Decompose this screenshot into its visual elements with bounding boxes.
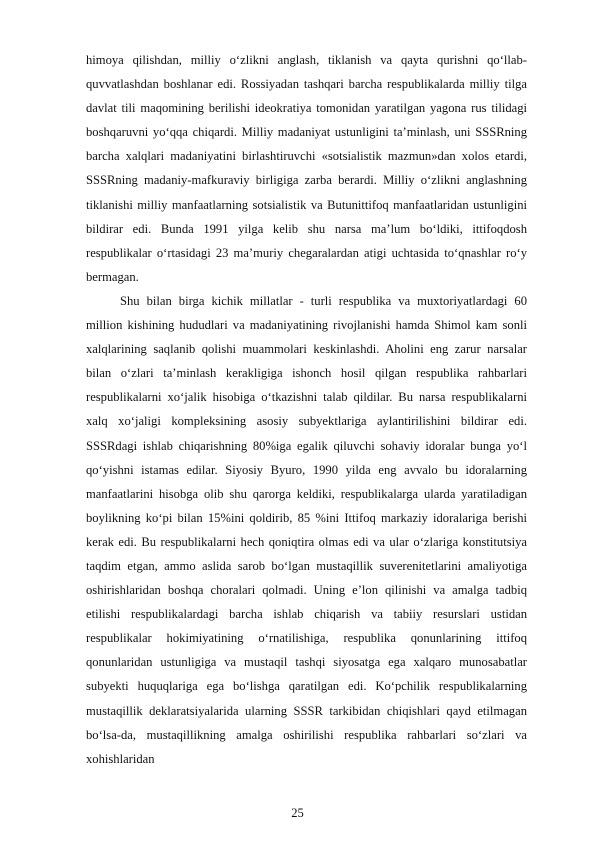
page-number: 25 <box>291 806 304 820</box>
paragraph-1: himoya qilishdan, milliy o‘zlikni anglash, tiklanish va qayta qurishni qo‘llab-quvvatlashdan boshlanar edi. Rossiyadan tashqari barcha respublikalarda milliy tilga davlat tili maqomining berilishi ideokratiya tomonidan yaratilgan yagona rus tilidagi boshqaruvni yo‘qqa chiqardi. Milliy madaniyat ustunligini ta’minlash, uni SSSRning barcha xalqlari madaniyatini birlashtiruvchi «sotsialistik mazmun»dan xolos etardi, SSSRning madaniy-mafkuraviy birligiga zarba berardi. Milliy o‘zlikni anglashning tiklanishi milliy manfaatlarning sotsialistik va Butunittifoq manfaatlaridan ustunligini bildirar edi. Bunda 1991 yilga kelib shu narsa ma’lum bo‘ldiki, ittifoqdosh respublikalar o‘rtasidagi 23 ma’muriy chegaralardan atigi uchtasida to‘qnashlar ro‘y bermagan. <box>86 53 527 284</box>
paragraph-2: Shu bilan birga kichik millatlar - turli respublika va muxtoriyatlardagi 60 million kishining hududlari va madaniyatining rivojlanishi hamda Shimol kam sonli xalqlarining saqlanib qolishi muammolari keskinlashdi. Aholini eng zarur narsalar bilan o‘zlari ta’minlash kerakligiga ishonch hosil qilgan respublika rahbarlari respublikalarni xo‘jalik hisobiga o‘tkazishni talab qildilar. Bu narsa respublikalarni xalq xo‘jaligi kompleksining asosiy subyektlariga aylantirilishini bildirar edi. SSSRdagi ishlab chiqarishning 80%iga egalik qiluvchi sohaviy idoralar bunga yo‘l qo‘yishni istamas edilar. Siyosiy Byuro, 1990 yilda eng avvalo bu idoralarning manfaatlarini hisobga olib shu qarorga keldiki, respublikalarga ularda yaratiladigan boylikning ko‘pi bilan 15%ini qoldirib, 85 %ini Ittifoq markaziy idoralariga berishi kerak edi. Bu respublikalarni hech qoniqtira olmas edi va ular o‘zlariga konstitutsiya taqdim etgan, ammo aslida sarob bo‘lgan mustaqillik suverenitetlarini amaliyotiga oshirishlaridan boshqa choralari qolmadi. Uning e’lon qilinishi va amalga tadbiq etilishi respublikalardagi barcha ishlab chiqarish va tabiiy resurslari ustidan respublikalar hokimiyatining o‘rnatilishiga, respublika qonunlarining ittifoq qonunlaridan ustunligiga va mustaqil tashqi siyosatga ega xalqaro munosabatlar subyekti huquqlariga ega bo‘lishga qaratilgan edi. Ko‘pchilik respublikalarning mustaqillik deklaratsiyalarida ularning SSSR tarkibidan chiqishlari qayd etilmagan bo‘lsa-da, mustaqillikning amalga oshirilishi respublika rahbarlari so‘zlari va xohishlaridan <box>86 293 527 766</box>
body-text <box>86 48 527 771</box>
